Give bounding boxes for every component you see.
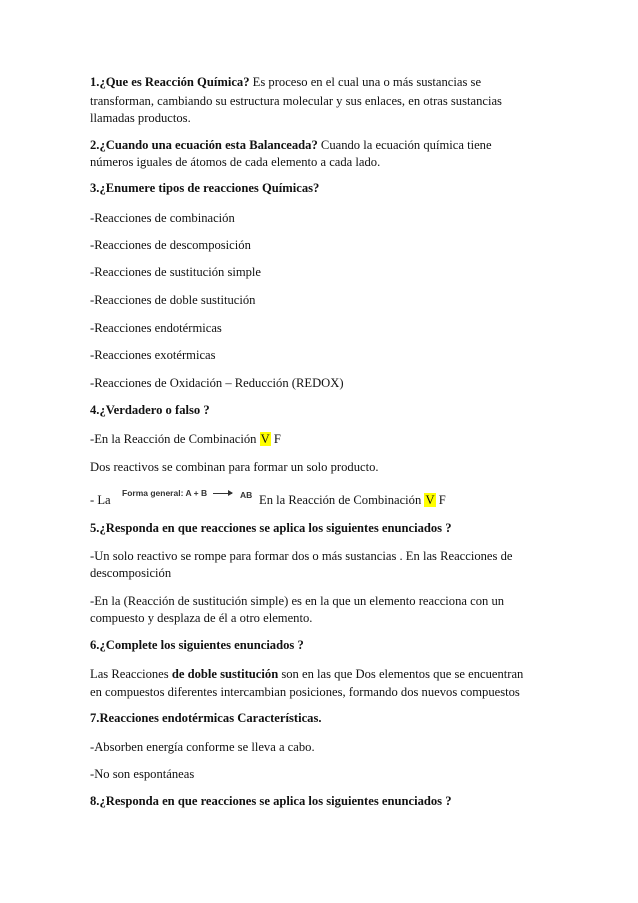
q7-item-2: -No son espontáneas <box>90 767 195 781</box>
q2-line-2: números iguales de átomos de cada elemento a cada lado. <box>90 155 381 169</box>
q5-answer-1-line-1 <box>90 549 512 564</box>
q3-item-7: -Reacciones de Oxidación – Reducción (REDOX) <box>90 376 344 390</box>
formula-product: AB <box>240 490 253 500</box>
q4-line-3 <box>259 493 446 508</box>
q4-true-highlight: V <box>260 432 270 446</box>
q6-line-1-prefix: Las Reacciones <box>90 667 172 681</box>
q6-line-1-suffix: son en las que Dos elementos que se encuentran <box>278 667 524 681</box>
q4-line-1-text: -En la Reacción de Combinación <box>90 432 260 446</box>
q1-line-1 <box>90 75 481 90</box>
q4-line-3-text: En la Reacción de Combinación <box>259 493 422 507</box>
q3-item-3: -Reacciones de sustitución simple <box>90 265 262 279</box>
q4-line-1 <box>90 432 281 447</box>
q6-answer-bold: de doble sustitución <box>171 667 279 681</box>
q6-line-1 <box>90 667 523 682</box>
q3-title: 3.¿Enumere tipos de reacciones Químicas? <box>90 181 320 195</box>
q4-title: 4.¿Verdadero o falso ? <box>90 403 210 417</box>
q3-item-4: -Reacciones de doble sustitución <box>90 293 256 307</box>
q2-line-1 <box>90 138 492 153</box>
q5-answer-1-text: -Un solo reactivo se rompe para formar dos o más sustancias . En las Reacciones de <box>90 549 513 563</box>
q2-title: 2.¿Cuando una ecuación esta Balanceada? <box>90 138 318 152</box>
q3-item-5: -Reacciones endotérmicas <box>90 321 222 335</box>
q5-answer-1-line-2: descomposición <box>90 566 172 580</box>
q4-false-option-2: F <box>435 493 446 507</box>
q1-answer-start: Es proceso en el cual una o más sustancias se <box>249 75 482 89</box>
q4-true-highlight-2: V <box>425 493 435 507</box>
q5-title: 5.¿Responda en que reacciones se aplica los siguientes enunciados ? <box>90 521 452 535</box>
q4-line-3-prefix: - La <box>90 493 111 507</box>
q1-line-2: transforman, cambiando su estructura molecular y sus enlaces, en otras sustancias <box>90 94 502 108</box>
q8-title: 8.¿Responda en que reacciones se aplica los siguientes enunciados ? <box>90 794 452 808</box>
q1-title: 1.¿Que es Reacción Química? <box>90 75 250 89</box>
formula-general-label: Forma general: A + B <box>122 488 208 498</box>
q6-line-2: en compuestos diferentes intercambian posiciones, formando dos nuevos compuestos <box>90 685 520 699</box>
q4-line-2: Dos reactivos se combinan para formar un solo producto. <box>90 460 379 474</box>
q5-answer-2-line-2: compuesto y desplaza de él a otro elemento. <box>90 611 313 625</box>
q3-item-1: -Reacciones de combinación <box>90 211 235 225</box>
q7-title: 7.Reacciones endotérmicas Características. <box>90 711 322 725</box>
reaction-arrow-icon <box>213 493 232 494</box>
q7-item-1: -Absorben energía conforme se lleva a cabo. <box>90 740 315 754</box>
q1-line-3: llamadas productos. <box>90 111 191 125</box>
q2-answer-start: Cuando la ecuación química tiene <box>317 138 492 152</box>
q4-false-option: F <box>270 432 281 446</box>
q6-title: 6.¿Complete los siguientes enunciados ? <box>90 638 304 652</box>
q3-item-2: -Reacciones de descomposición <box>90 238 251 252</box>
q5-answer-2-line-1: -En la (Reacción de sustitución simple) es en la que un elemento reacciona con un <box>90 594 505 608</box>
q3-item-6: -Reacciones exotérmicas <box>90 348 216 362</box>
